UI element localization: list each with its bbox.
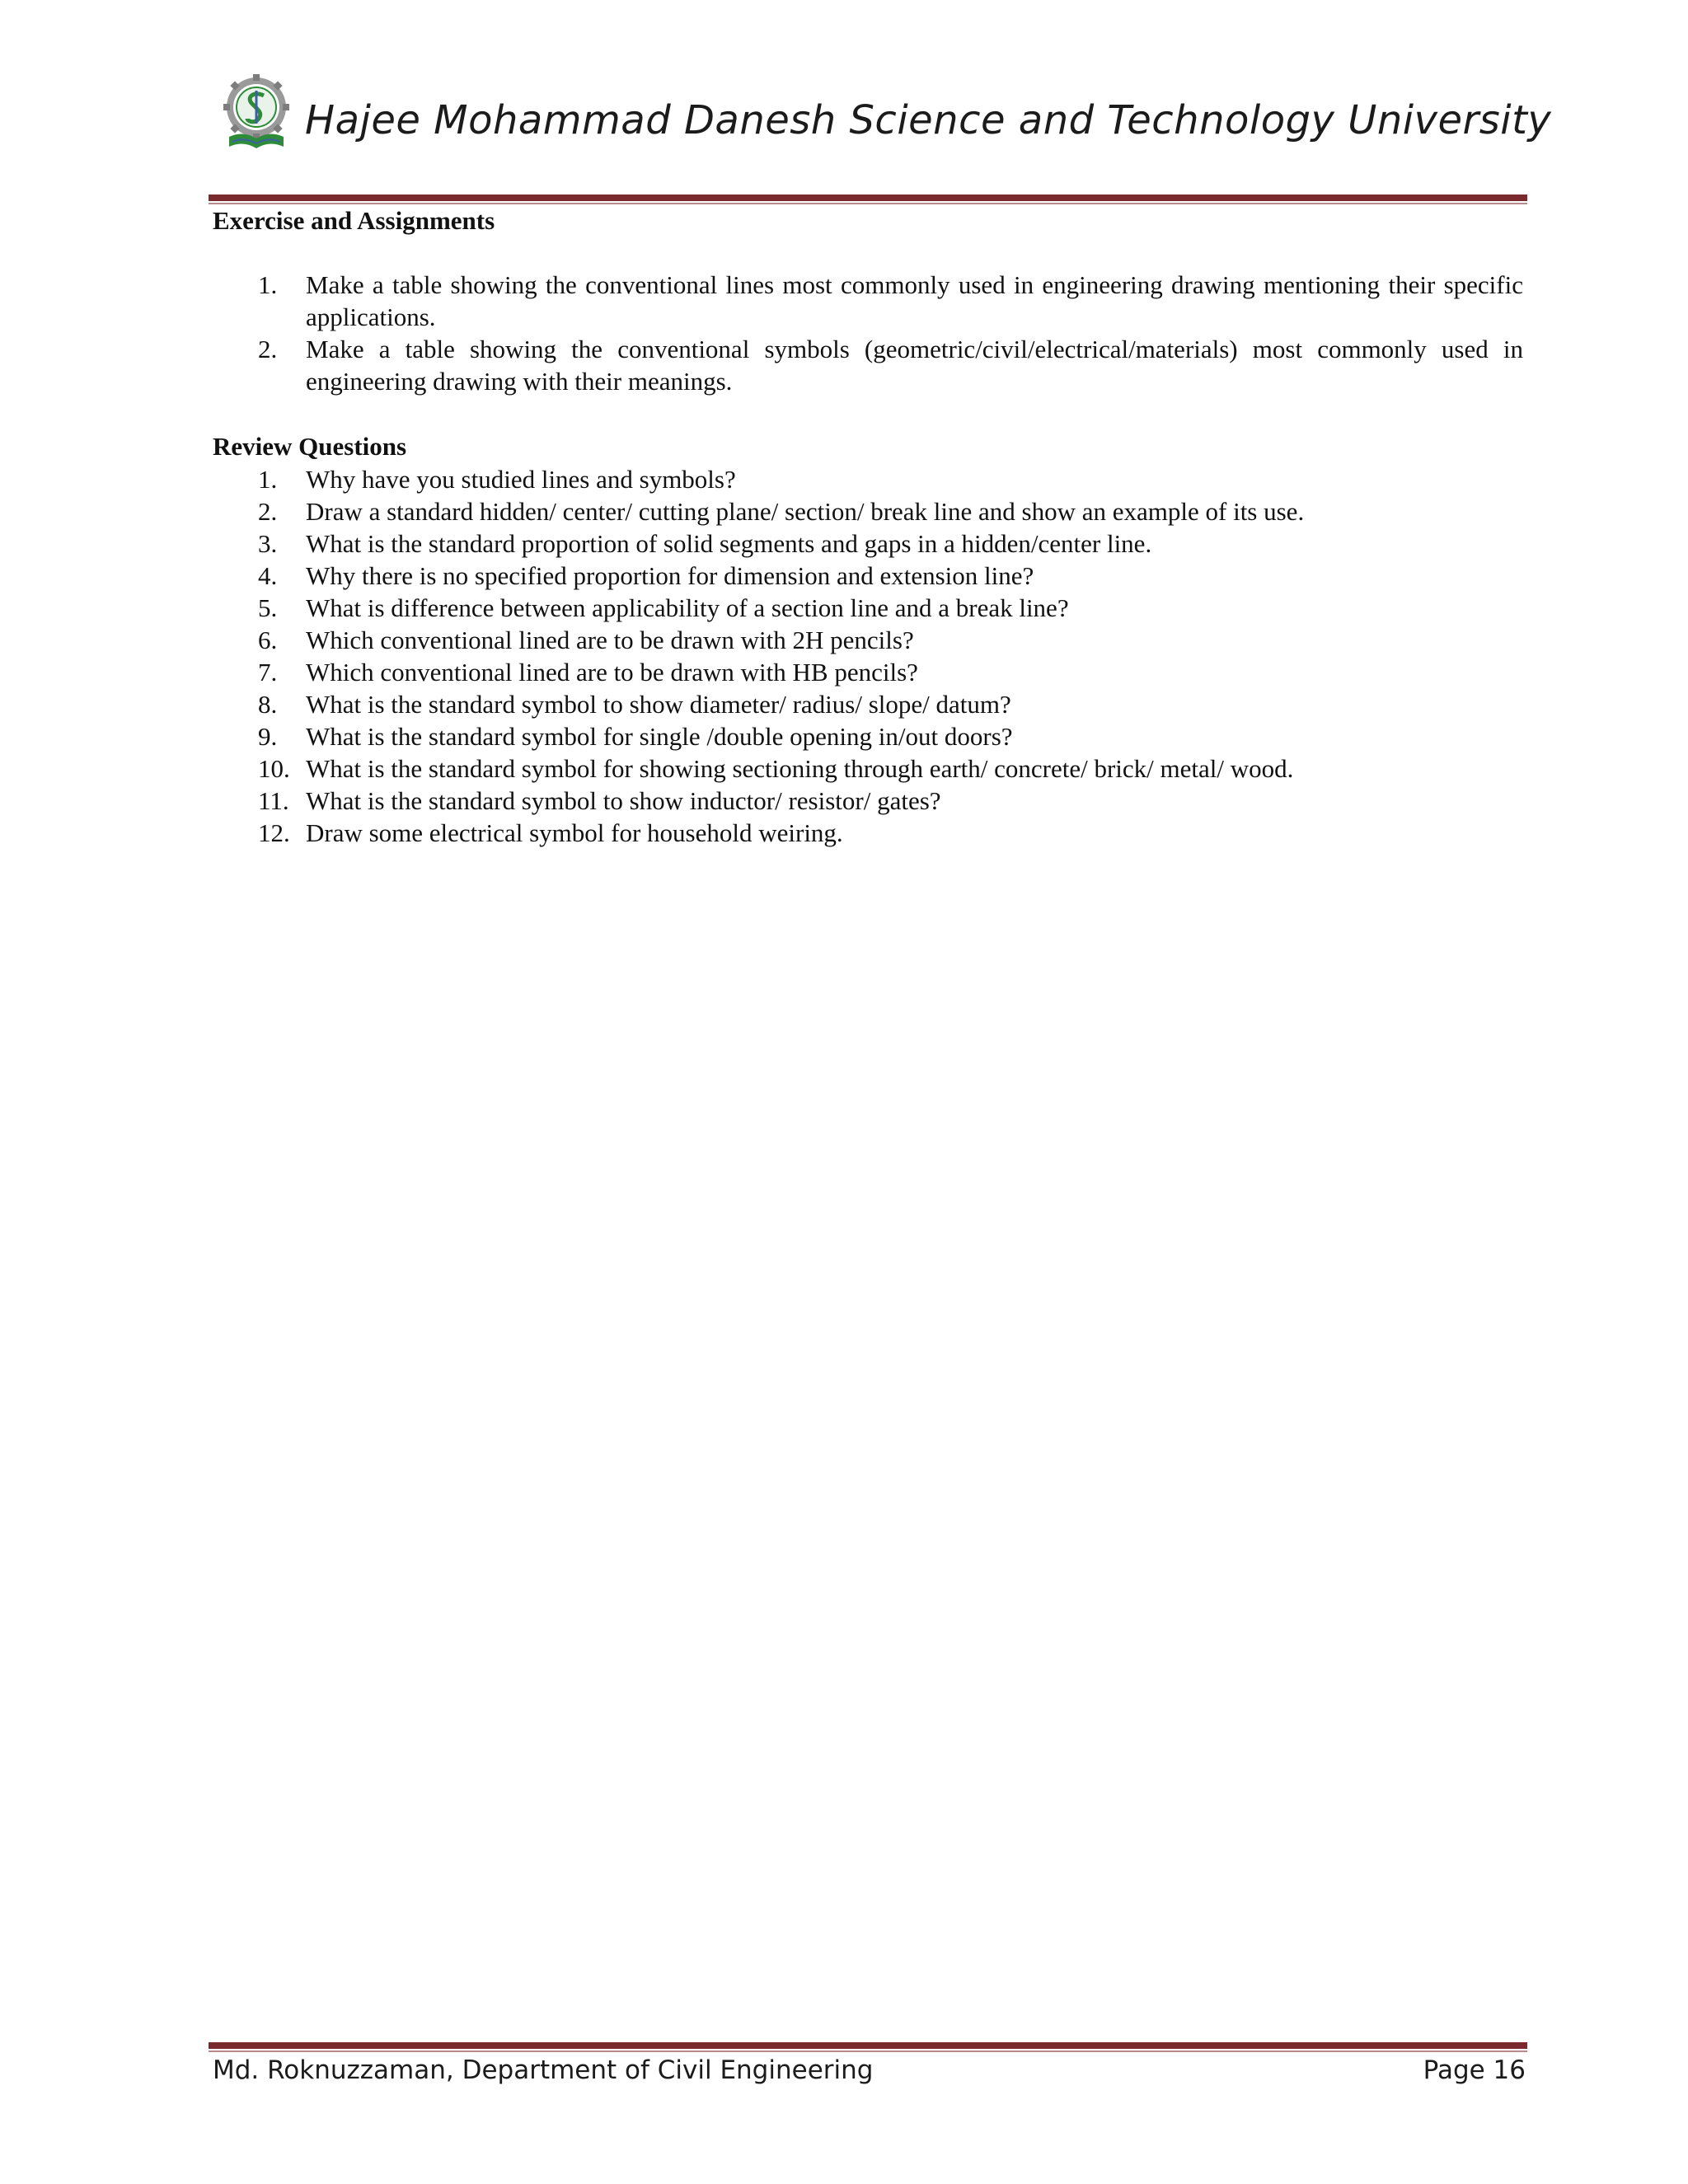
review-item <box>213 752 1523 785</box>
review-item <box>213 785 1523 817</box>
item-text: What is the standard proportion of solid segments and gaps in a hidden/center line. <box>306 529 1152 558</box>
footer-divider <box>209 2042 1527 2049</box>
item-number: 2. <box>258 497 278 526</box>
item-number: 2. <box>258 335 278 363</box>
item-number: 3. <box>258 529 278 558</box>
review-item <box>213 688 1523 720</box>
item-text: What is the standard symbol to show inductor/ resistor/ gates? <box>306 786 941 815</box>
item-text: What is the standard symbol for showing sectioning through earth/ concrete/ brick/ metal/ wood. <box>306 754 1294 783</box>
review-item <box>213 560 1523 592</box>
header-divider <box>209 194 1527 201</box>
item-text: Draw some electrical symbol for household weiring. <box>306 818 843 847</box>
item-number: 11. <box>258 786 289 815</box>
item-text: What is the standard symbol for single /double opening in/out doors? <box>306 722 1013 751</box>
exercise-list <box>213 269 1523 397</box>
footer-divider-thin <box>209 2050 1527 2052</box>
item-number: 4. <box>258 561 278 590</box>
review-heading: Review Questions <box>213 432 407 461</box>
item-number: 9. <box>258 722 278 751</box>
review-item <box>213 495 1523 527</box>
university-seal-icon <box>221 73 292 155</box>
university-logo <box>221 73 292 155</box>
university-title: Hajee Mohammad Danesh Science and Technology University <box>305 97 1552 143</box>
review-item <box>213 527 1523 560</box>
review-item <box>213 817 1523 849</box>
review-item <box>213 656 1523 688</box>
item-number: 8. <box>258 690 278 719</box>
item-number: 12. <box>258 818 290 847</box>
item-text: Make a table showing the conventional lines most commonly used in engineering drawing mentioning their specific applications. <box>306 270 1523 331</box>
review-item <box>213 592 1523 624</box>
item-text: Which conventional lined are to be drawn with 2H pencils? <box>306 626 914 654</box>
item-number: 1. <box>258 270 278 299</box>
item-text: Why there is no specified proportion for dimension and extension line? <box>306 561 1034 590</box>
item-text: Why have you studied lines and symbols? <box>306 465 736 494</box>
item-text: What is the standard symbol to show diameter/ radius/ slope/ datum? <box>306 690 1011 719</box>
item-number: 1. <box>258 465 278 494</box>
page-number: Page 16 <box>1423 2055 1526 2085</box>
exercise-item <box>213 333 1523 397</box>
footer-author: Md. Roknuzzaman, Department of Civil Engineering <box>213 2055 874 2085</box>
item-number: 5. <box>258 593 278 622</box>
item-number: 6. <box>258 626 278 654</box>
exercise-heading: Exercise and Assignments <box>213 206 495 235</box>
item-number: 10. <box>258 754 290 783</box>
review-item <box>213 624 1523 656</box>
review-item <box>213 720 1523 752</box>
item-number: 7. <box>258 658 278 687</box>
review-list <box>213 463 1523 849</box>
review-item <box>213 463 1523 495</box>
item-text: What is difference between applicability of a section line and a break line? <box>306 593 1069 622</box>
item-text: Draw a standard hidden/ center/ cutting plane/ section/ break line and show an example of its use. <box>306 497 1305 526</box>
item-text: Which conventional lined are to be drawn with HB pencils? <box>306 658 918 687</box>
page-header <box>213 73 1552 163</box>
item-text: Make a table showing the conventional symbols (geometric/civil/electrical/materials) most commonly used in engineering drawing with their meanings. <box>306 335 1523 396</box>
exercise-item <box>213 269 1523 333</box>
